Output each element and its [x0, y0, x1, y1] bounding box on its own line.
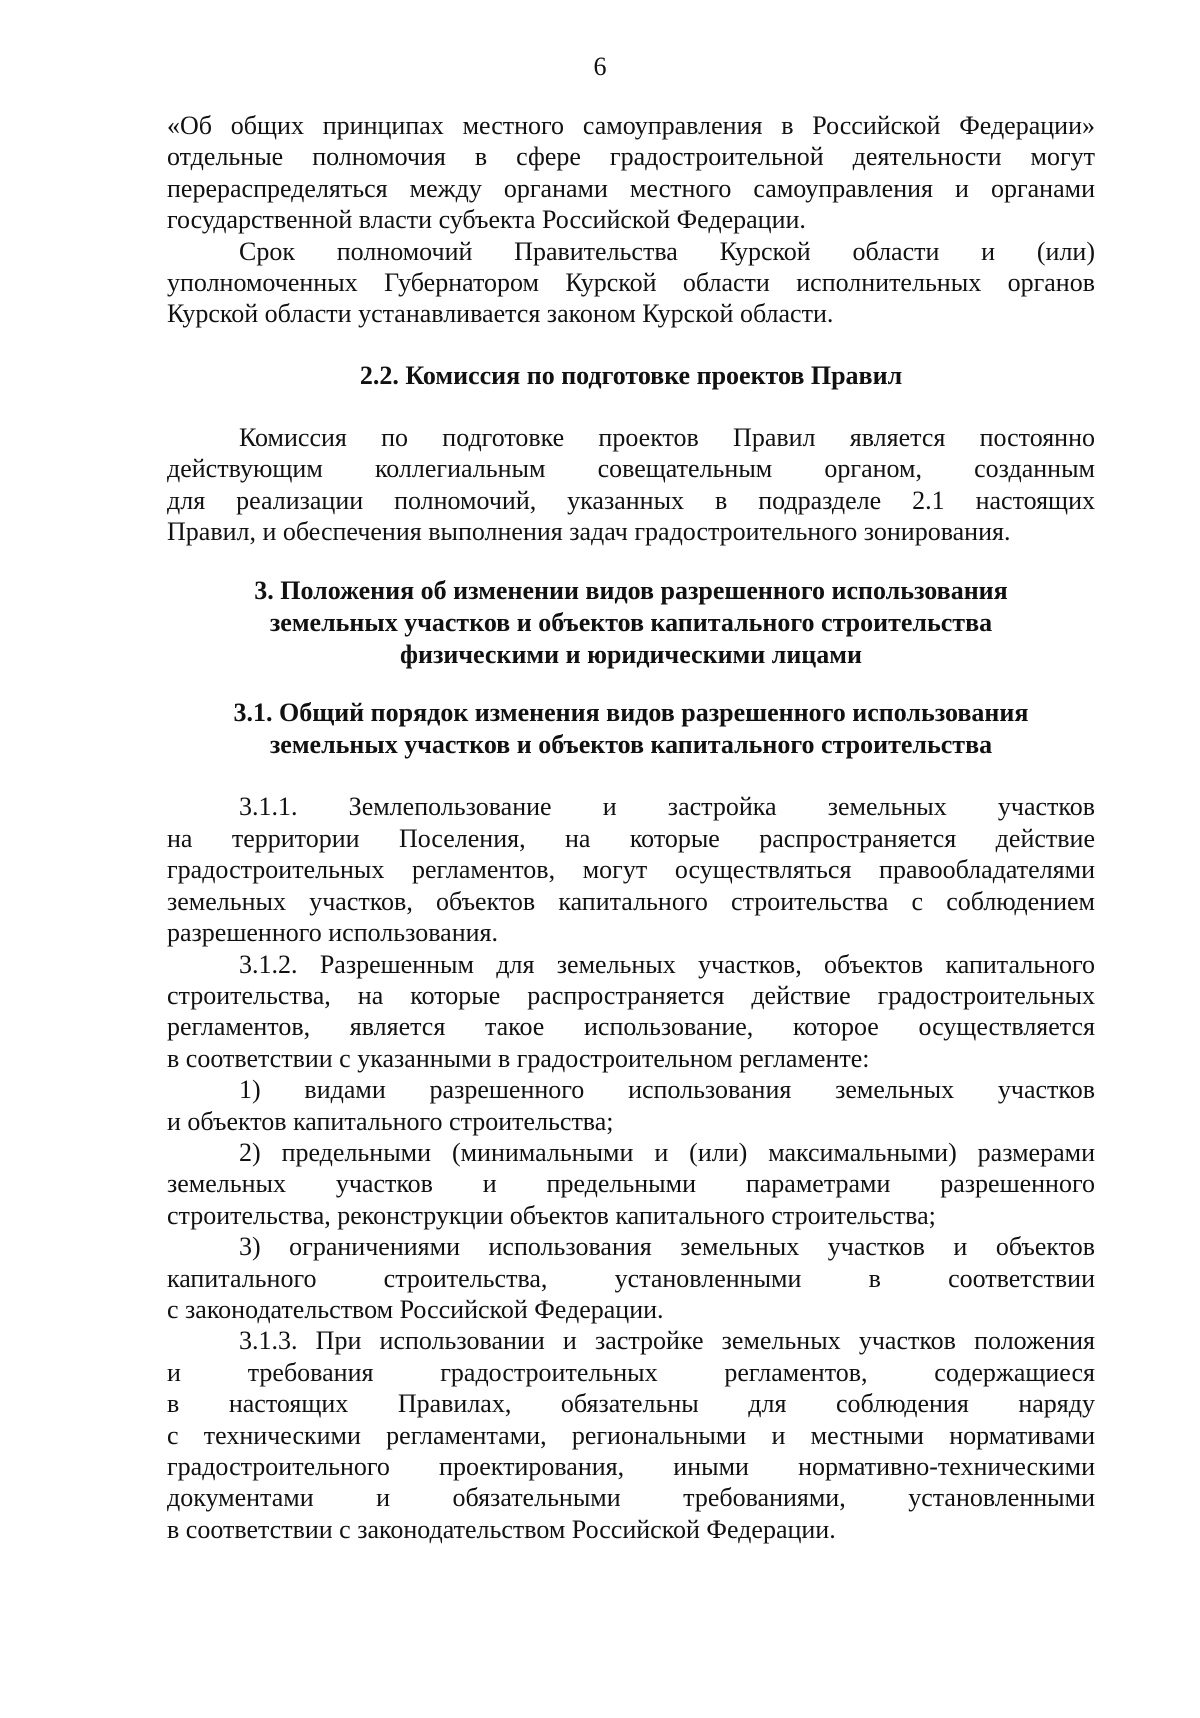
- text-line: с техническими регламентами, региональными и местными нормативами: [167, 1420, 1095, 1450]
- text-line: перераспределяться между органами местного самоуправления и органами: [167, 173, 1095, 203]
- text-line: 2) предельными (минимальными и (или) максимальными) размерами: [239, 1137, 1095, 1167]
- text-line: и требования градостроительных регламентов, содержащиеся: [167, 1357, 1095, 1387]
- text-line: Правил, и обеспечения выполнения задач градостроительного зонирования.: [167, 517, 1011, 547]
- text-line: уполномоченных Губернатором Курской области исполнительных органов: [167, 268, 1095, 298]
- text-line: в соответствии с указанными в градостроительном регламенте:: [167, 1043, 870, 1073]
- page-number: 6: [593, 52, 607, 81]
- paragraph-3-1-3: [167, 1325, 1095, 1545]
- text-line: 3) ограничениями использования земельных участков и объектов: [239, 1232, 1095, 1262]
- text-line: и объектов капитального строительства;: [167, 1106, 614, 1136]
- list-item-1: [167, 1074, 1095, 1137]
- text-line: земельных участков, объектов капитального строительства с соблюдением: [167, 886, 1095, 916]
- heading-line: 3.1. Общий порядок изменения видов разрешенного использования: [233, 698, 1029, 728]
- paragraph-3-1-1: [167, 791, 1095, 948]
- section-3-heading: [167, 575, 1095, 671]
- text-line: 1) видами разрешенного использования земельных участков: [239, 1075, 1095, 1105]
- text-line: для реализации полномочий, указанных в подразделе 2.1 настоящих: [167, 485, 1095, 515]
- text-line: Курской области устанавливается законом Курской области.: [167, 299, 834, 329]
- section-3-1-heading: [167, 697, 1095, 761]
- text-line: государственной власти субъекта Российской Федерации.: [167, 205, 806, 235]
- text-line: разрешенного использования.: [167, 918, 498, 948]
- text-line: на территории Поселения, на которые распространяется действие: [167, 823, 1095, 853]
- text-line: Срок полномочий Правительства Курской области и (или): [239, 236, 1095, 266]
- text-line: отдельные полномочия в сфере градостроительной деятельности могут: [167, 142, 1095, 172]
- text-line: регламентов, является такое использование, которое осуществляется: [167, 1012, 1095, 1042]
- text-line: с законодательством Российской Федерации.: [167, 1294, 664, 1324]
- text-line: 3.1.3. При использовании и застройке земельных участков положения: [239, 1326, 1095, 1356]
- term-paragraph: [167, 236, 1095, 330]
- text-line: градостроительного проектирования, иными нормативно-техническими: [167, 1452, 1095, 1481]
- heading-line: физическими и юридическими лицами: [400, 640, 862, 670]
- text-line: в соответствии с законодательством Российской Федерации.: [167, 1514, 836, 1544]
- text-line: 3.1.2. Разрешенным для земельных участков, объектов капитального: [239, 949, 1095, 979]
- text-line: строительства, реконструкции объектов капитального строительства;: [167, 1200, 936, 1230]
- heading-line: земельных участков и объектов капитального строительства: [269, 608, 993, 638]
- intro-paragraph: [167, 110, 1095, 236]
- list-item-2: [167, 1137, 1095, 1231]
- list-item-3: [167, 1231, 1095, 1325]
- paragraph-3-1-2: [167, 949, 1095, 1075]
- text-line: «Об общих принципах местного самоуправления в Российской Федерации»: [167, 111, 1095, 140]
- text-line: документами и обязательными требованиями, установленными: [167, 1483, 1095, 1513]
- text-line: земельных участков и предельными параметрами разрешенного: [167, 1169, 1095, 1199]
- heading-line: 3. Положения об изменении видов разрешенного использования: [254, 576, 1008, 606]
- page-content: [167, 110, 1095, 1545]
- text-line: строительства, на которые распространяется действие градостроительных: [167, 980, 1095, 1010]
- text-line: действующим коллегиальным совещательным органом, созданным: [167, 454, 1095, 484]
- text-line: Комиссия по подготовке проектов Правил является постоянно: [239, 422, 1095, 452]
- heading-line: земельных участков и объектов капитального строительства: [269, 730, 993, 760]
- text-line: капитального строительства, установленными в соответствии: [167, 1263, 1095, 1293]
- text-line: градостроительных регламентов, могут осуществляться правообладателями: [167, 855, 1095, 885]
- text-line: в настоящих Правилах, обязательны для соблюдения наряду: [167, 1389, 1095, 1419]
- text-line: 3.1.1. Землепользование и застройка земельных участков: [239, 792, 1095, 822]
- section-2-2-heading: 2.2. Комиссия по подготовке проектов Правил: [359, 360, 903, 390]
- section-2-2-paragraph: [167, 422, 1095, 548]
